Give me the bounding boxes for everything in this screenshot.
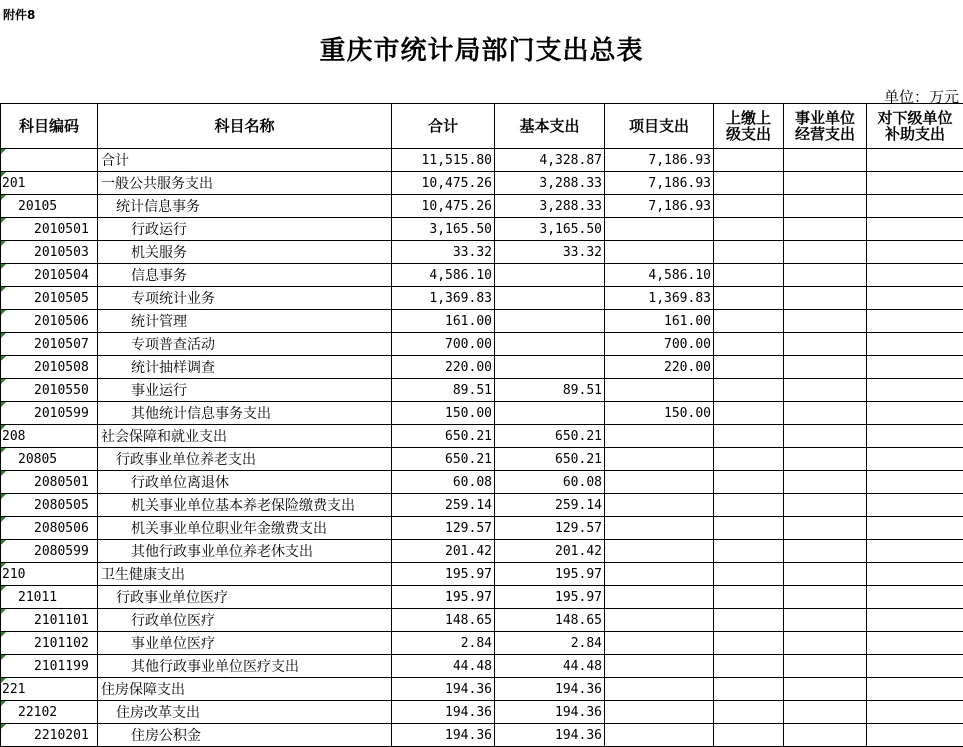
subsidy-cell bbox=[867, 379, 963, 402]
remit-cell bbox=[714, 655, 784, 678]
total-cell: 60.08 bbox=[392, 471, 495, 494]
business-cell bbox=[784, 287, 867, 310]
code-cell: 20105 bbox=[1, 195, 98, 218]
business-cell bbox=[784, 356, 867, 379]
business-cell bbox=[784, 379, 867, 402]
project-cell bbox=[605, 517, 714, 540]
project-cell: 1,369.83 bbox=[605, 287, 714, 310]
name-cell: 一般公共服务支出 bbox=[98, 172, 392, 195]
name-cell: 住房保障支出 bbox=[98, 678, 392, 701]
basic-cell: 89.51 bbox=[495, 379, 605, 402]
basic-cell: 201.42 bbox=[495, 540, 605, 563]
project-cell bbox=[605, 494, 714, 517]
project-cell bbox=[605, 655, 714, 678]
business-cell bbox=[784, 218, 867, 241]
remit-cell bbox=[714, 563, 784, 586]
name-cell: 行政事业单位养老支出 bbox=[98, 448, 392, 471]
remit-cell bbox=[714, 356, 784, 379]
subsidy-cell bbox=[867, 172, 963, 195]
project-cell bbox=[605, 724, 714, 747]
header-remit-line2: 级支出 bbox=[726, 125, 771, 143]
table-body bbox=[1, 149, 963, 747]
code-cell: 2101199 bbox=[1, 655, 98, 678]
business-cell bbox=[784, 632, 867, 655]
table-row bbox=[1, 701, 963, 724]
remit-cell bbox=[714, 540, 784, 563]
business-cell bbox=[784, 471, 867, 494]
project-cell: 4,586.10 bbox=[605, 264, 714, 287]
remit-cell bbox=[714, 494, 784, 517]
basic-cell: 33.32 bbox=[495, 241, 605, 264]
project-cell: 220.00 bbox=[605, 356, 714, 379]
table-row bbox=[1, 264, 963, 287]
name-cell: 卫生健康支出 bbox=[98, 563, 392, 586]
business-cell bbox=[784, 425, 867, 448]
business-cell bbox=[784, 517, 867, 540]
basic-cell: 194.36 bbox=[495, 724, 605, 747]
project-cell bbox=[605, 609, 714, 632]
basic-cell bbox=[495, 310, 605, 333]
remit-cell bbox=[714, 724, 784, 747]
name-cell: 专项统计业务 bbox=[98, 287, 392, 310]
business-cell bbox=[784, 701, 867, 724]
total-cell: 220.00 bbox=[392, 356, 495, 379]
business-cell bbox=[784, 172, 867, 195]
header-business-line1: 事业单位 bbox=[795, 109, 855, 127]
subsidy-cell bbox=[867, 724, 963, 747]
project-cell: 700.00 bbox=[605, 333, 714, 356]
basic-cell: 195.97 bbox=[495, 563, 605, 586]
total-cell: 194.36 bbox=[392, 724, 495, 747]
subsidy-cell bbox=[867, 632, 963, 655]
remit-cell bbox=[714, 402, 784, 425]
project-cell: 161.00 bbox=[605, 310, 714, 333]
remit-cell bbox=[714, 310, 784, 333]
subsidy-cell bbox=[867, 149, 963, 172]
subsidy-cell bbox=[867, 195, 963, 218]
basic-cell: 4,328.87 bbox=[495, 149, 605, 172]
code-cell: 201 bbox=[1, 172, 98, 195]
code-cell: 2080501 bbox=[1, 471, 98, 494]
table-row bbox=[1, 402, 963, 425]
business-cell bbox=[784, 310, 867, 333]
table-row bbox=[1, 356, 963, 379]
code-cell: 210 bbox=[1, 563, 98, 586]
code-cell bbox=[1, 149, 98, 172]
header-code: 科目编码 bbox=[1, 104, 98, 149]
total-cell: 1,369.83 bbox=[392, 287, 495, 310]
basic-cell: 60.08 bbox=[495, 471, 605, 494]
header-remit bbox=[714, 104, 784, 149]
project-cell bbox=[605, 218, 714, 241]
name-cell: 机关服务 bbox=[98, 241, 392, 264]
code-cell: 2080506 bbox=[1, 517, 98, 540]
project-cell bbox=[605, 540, 714, 563]
total-cell: 44.48 bbox=[392, 655, 495, 678]
business-cell bbox=[784, 195, 867, 218]
basic-cell: 194.36 bbox=[495, 701, 605, 724]
total-cell: 10,475.26 bbox=[392, 195, 495, 218]
table-row bbox=[1, 586, 963, 609]
total-cell: 33.32 bbox=[392, 241, 495, 264]
project-cell: 7,186.93 bbox=[605, 195, 714, 218]
remit-cell bbox=[714, 471, 784, 494]
subsidy-cell bbox=[867, 402, 963, 425]
business-cell bbox=[784, 609, 867, 632]
table-row bbox=[1, 609, 963, 632]
business-cell bbox=[784, 448, 867, 471]
basic-cell bbox=[495, 287, 605, 310]
business-cell bbox=[784, 563, 867, 586]
code-cell: 2010599 bbox=[1, 402, 98, 425]
business-cell bbox=[784, 724, 867, 747]
subsidy-cell bbox=[867, 264, 963, 287]
project-cell bbox=[605, 471, 714, 494]
basic-cell bbox=[495, 356, 605, 379]
remit-cell bbox=[714, 149, 784, 172]
basic-cell: 194.36 bbox=[495, 678, 605, 701]
business-cell bbox=[784, 149, 867, 172]
total-cell: 194.36 bbox=[392, 678, 495, 701]
project-cell bbox=[605, 586, 714, 609]
code-cell: 2010504 bbox=[1, 264, 98, 287]
business-cell bbox=[784, 678, 867, 701]
table-row bbox=[1, 494, 963, 517]
header-subsidy-line2: 补助支出 bbox=[885, 125, 945, 143]
basic-cell: 650.21 bbox=[495, 425, 605, 448]
subsidy-cell bbox=[867, 655, 963, 678]
business-cell bbox=[784, 264, 867, 287]
table-row bbox=[1, 172, 963, 195]
table-row bbox=[1, 678, 963, 701]
project-cell bbox=[605, 632, 714, 655]
basic-cell: 259.14 bbox=[495, 494, 605, 517]
name-cell: 机关事业单位基本养老保险缴费支出 bbox=[98, 494, 392, 517]
name-cell: 其他统计信息事务支出 bbox=[98, 402, 392, 425]
total-cell: 10,475.26 bbox=[392, 172, 495, 195]
code-cell: 2101101 bbox=[1, 609, 98, 632]
basic-cell: 129.57 bbox=[495, 517, 605, 540]
expenditure-table bbox=[0, 103, 963, 747]
code-cell: 2080599 bbox=[1, 540, 98, 563]
name-cell: 统计信息事务 bbox=[98, 195, 392, 218]
table-row bbox=[1, 195, 963, 218]
total-cell: 4,586.10 bbox=[392, 264, 495, 287]
name-cell: 事业运行 bbox=[98, 379, 392, 402]
total-cell: 194.36 bbox=[392, 701, 495, 724]
remit-cell bbox=[714, 218, 784, 241]
table-row bbox=[1, 448, 963, 471]
total-cell: 259.14 bbox=[392, 494, 495, 517]
project-cell bbox=[605, 701, 714, 724]
header-remit-line1: 上缴上 bbox=[726, 109, 771, 127]
code-cell: 20805 bbox=[1, 448, 98, 471]
table-row bbox=[1, 517, 963, 540]
total-cell: 650.21 bbox=[392, 448, 495, 471]
subsidy-cell bbox=[867, 517, 963, 540]
name-cell: 事业单位医疗 bbox=[98, 632, 392, 655]
project-cell: 150.00 bbox=[605, 402, 714, 425]
header-business bbox=[784, 104, 867, 149]
project-cell bbox=[605, 241, 714, 264]
remit-cell bbox=[714, 195, 784, 218]
table-row bbox=[1, 563, 963, 586]
basic-cell: 195.97 bbox=[495, 586, 605, 609]
basic-cell: 3,165.50 bbox=[495, 218, 605, 241]
basic-cell: 650.21 bbox=[495, 448, 605, 471]
name-cell: 住房公积金 bbox=[98, 724, 392, 747]
code-cell: 21011 bbox=[1, 586, 98, 609]
subsidy-cell bbox=[867, 678, 963, 701]
business-cell bbox=[784, 655, 867, 678]
subsidy-cell bbox=[867, 540, 963, 563]
project-cell bbox=[605, 448, 714, 471]
basic-cell: 3,288.33 bbox=[495, 172, 605, 195]
table-row bbox=[1, 241, 963, 264]
business-cell bbox=[784, 402, 867, 425]
subsidy-cell bbox=[867, 448, 963, 471]
name-cell: 统计管理 bbox=[98, 310, 392, 333]
project-cell bbox=[605, 379, 714, 402]
header-basic: 基本支出 bbox=[495, 104, 605, 149]
code-cell: 2010550 bbox=[1, 379, 98, 402]
name-cell: 住房改革支出 bbox=[98, 701, 392, 724]
code-cell: 2010506 bbox=[1, 310, 98, 333]
code-cell: 2010503 bbox=[1, 241, 98, 264]
table-row bbox=[1, 632, 963, 655]
total-cell: 650.21 bbox=[392, 425, 495, 448]
subsidy-cell bbox=[867, 563, 963, 586]
code-cell: 221 bbox=[1, 678, 98, 701]
total-cell: 3,165.50 bbox=[392, 218, 495, 241]
code-cell: 2010507 bbox=[1, 333, 98, 356]
code-cell: 208 bbox=[1, 425, 98, 448]
code-cell: 2210201 bbox=[1, 724, 98, 747]
remit-cell bbox=[714, 172, 784, 195]
remit-cell bbox=[714, 287, 784, 310]
table-row bbox=[1, 149, 963, 172]
total-cell: 195.97 bbox=[392, 586, 495, 609]
remit-cell bbox=[714, 609, 784, 632]
total-cell: 700.00 bbox=[392, 333, 495, 356]
code-cell: 2010501 bbox=[1, 218, 98, 241]
remit-cell bbox=[714, 586, 784, 609]
subsidy-cell bbox=[867, 287, 963, 310]
header-subsidy-line1: 对下级单位 bbox=[877, 109, 952, 127]
table-row bbox=[1, 218, 963, 241]
page-title: 重庆市统计局部门支出总表 bbox=[0, 30, 963, 67]
header-business-line2: 经营支出 bbox=[795, 125, 855, 143]
remit-cell bbox=[714, 425, 784, 448]
remit-cell bbox=[714, 379, 784, 402]
basic-cell: 148.65 bbox=[495, 609, 605, 632]
header-name: 科目名称 bbox=[98, 104, 392, 149]
name-cell: 社会保障和就业支出 bbox=[98, 425, 392, 448]
subsidy-cell bbox=[867, 241, 963, 264]
total-cell: 89.51 bbox=[392, 379, 495, 402]
basic-cell bbox=[495, 333, 605, 356]
remit-cell bbox=[714, 264, 784, 287]
code-cell: 2080505 bbox=[1, 494, 98, 517]
remit-cell bbox=[714, 678, 784, 701]
header-subsidy bbox=[867, 104, 963, 149]
remit-cell bbox=[714, 333, 784, 356]
total-cell: 201.42 bbox=[392, 540, 495, 563]
table-row bbox=[1, 333, 963, 356]
table-row bbox=[1, 310, 963, 333]
subsidy-cell bbox=[867, 701, 963, 724]
name-cell: 专项普查活动 bbox=[98, 333, 392, 356]
name-cell: 行政运行 bbox=[98, 218, 392, 241]
name-cell: 行政事业单位医疗 bbox=[98, 586, 392, 609]
header-total: 合计 bbox=[392, 104, 495, 149]
name-cell: 合计 bbox=[98, 149, 392, 172]
subsidy-cell bbox=[867, 425, 963, 448]
code-cell: 2101102 bbox=[1, 632, 98, 655]
basic-cell bbox=[495, 402, 605, 425]
unit-label: 单位：万元 bbox=[884, 86, 959, 107]
business-cell bbox=[784, 333, 867, 356]
subsidy-cell bbox=[867, 333, 963, 356]
code-cell: 2010508 bbox=[1, 356, 98, 379]
total-cell: 11,515.80 bbox=[392, 149, 495, 172]
remit-cell bbox=[714, 517, 784, 540]
table-row bbox=[1, 287, 963, 310]
table-row bbox=[1, 471, 963, 494]
code-cell: 2010505 bbox=[1, 287, 98, 310]
subsidy-cell bbox=[867, 609, 963, 632]
table-row bbox=[1, 724, 963, 747]
code-cell: 22102 bbox=[1, 701, 98, 724]
total-cell: 161.00 bbox=[392, 310, 495, 333]
name-cell: 其他行政事业单位医疗支出 bbox=[98, 655, 392, 678]
subsidy-cell bbox=[867, 471, 963, 494]
subsidy-cell bbox=[867, 494, 963, 517]
subsidy-cell bbox=[867, 218, 963, 241]
name-cell: 信息事务 bbox=[98, 264, 392, 287]
remit-cell bbox=[714, 701, 784, 724]
table-header-row bbox=[1, 104, 963, 149]
name-cell: 行政单位医疗 bbox=[98, 609, 392, 632]
name-cell: 机关事业单位职业年金缴费支出 bbox=[98, 517, 392, 540]
business-cell bbox=[784, 241, 867, 264]
header-project: 项目支出 bbox=[605, 104, 714, 149]
project-cell bbox=[605, 678, 714, 701]
project-cell: 7,186.93 bbox=[605, 172, 714, 195]
project-cell bbox=[605, 425, 714, 448]
project-cell: 7,186.93 bbox=[605, 149, 714, 172]
remit-cell bbox=[714, 241, 784, 264]
table-row bbox=[1, 425, 963, 448]
total-cell: 150.00 bbox=[392, 402, 495, 425]
name-cell: 统计抽样调查 bbox=[98, 356, 392, 379]
remit-cell bbox=[714, 632, 784, 655]
subsidy-cell bbox=[867, 586, 963, 609]
table-row bbox=[1, 379, 963, 402]
table-row bbox=[1, 655, 963, 678]
attachment-label: 附件8 bbox=[3, 6, 35, 23]
table-row bbox=[1, 540, 963, 563]
project-cell bbox=[605, 563, 714, 586]
basic-cell: 2.84 bbox=[495, 632, 605, 655]
business-cell bbox=[784, 494, 867, 517]
basic-cell: 44.48 bbox=[495, 655, 605, 678]
business-cell bbox=[784, 540, 867, 563]
remit-cell bbox=[714, 448, 784, 471]
name-cell: 其他行政事业单位养老休支出 bbox=[98, 540, 392, 563]
name-cell: 行政单位离退休 bbox=[98, 471, 392, 494]
total-cell: 129.57 bbox=[392, 517, 495, 540]
total-cell: 2.84 bbox=[392, 632, 495, 655]
business-cell bbox=[784, 586, 867, 609]
basic-cell bbox=[495, 264, 605, 287]
subsidy-cell bbox=[867, 310, 963, 333]
total-cell: 148.65 bbox=[392, 609, 495, 632]
total-cell: 195.97 bbox=[392, 563, 495, 586]
basic-cell: 3,288.33 bbox=[495, 195, 605, 218]
subsidy-cell bbox=[867, 356, 963, 379]
